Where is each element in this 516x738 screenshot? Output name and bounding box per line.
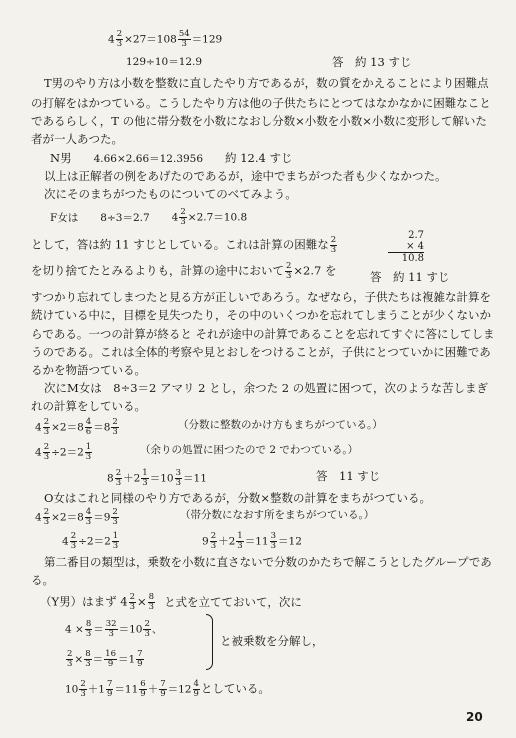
fraction: $\frac{2}{3}$ (43, 442, 50, 462)
paragraph-line: うのである。これは全体的考察や見とおしをつけることが，子供にとつていかに困難であ (31, 345, 491, 359)
equation-line: 4 $\frac{2}{3}$ ×2＝8 $\frac{4}{6}$ ＝8 $\frac{2}{3}$ (35, 417, 118, 437)
example-line: F女は 8÷3＝2.7 4 $\frac{2}{3}$ ×2.7＝10.8 (50, 207, 248, 227)
equation-line: 10 $\frac{2}{3}$ ＋1 $\frac{7}{9}$ ＝11 $\frac{6}{9}$ ＋ $\frac{7}{9}$ ＝12 $\frac{4}{9}$ としている。 (65, 679, 270, 699)
fraction: $\frac{1}{3}$ (142, 468, 148, 488)
fraction: $\frac{4}{6}$ (85, 417, 92, 437)
paragraph-line: る。 (31, 573, 54, 587)
fraction: $\frac{2}{3}$ (43, 417, 50, 437)
equation-line: 8 $\frac{2}{3}$ ＋2 $\frac{1}{3}$ ＝10 $\frac{3}{3}$ ＝11 (107, 468, 207, 488)
paragraph-line: すつかり忘れてしまつたと見る方が正しいであろう。なぜなら，子供たちは複雑な計算を (31, 290, 491, 304)
paragraph-line: 以上は正解者の例をあげたのであるが，途中でまちがつた者も少くなかつた。 (44, 169, 447, 183)
paragraph-line: の打解をはかつている。こうしたやり方は他の子供たちにとつてはなかなかに困難なこと (31, 96, 491, 110)
fraction: $\frac{2}{3}$ (330, 235, 337, 255)
fraction: $\frac{3}{3}$ (270, 531, 277, 551)
fraction: $\frac{2}{3}$ (129, 592, 135, 612)
fraction: $\frac{2}{3}$ (112, 417, 118, 437)
grouping-brace (206, 614, 213, 670)
paragraph-line: 続けている中に，目標を見失つたり，その中のいくつかを忘れてしまうことが少くないか (31, 308, 491, 322)
fraction: $\frac{3}{3}$ (175, 468, 182, 488)
answer-text: 答 11 すじ (316, 469, 381, 483)
equation-line: 129÷10＝12.9 (126, 56, 203, 68)
annotation: （帯分数になおす所をまちがつている。） (180, 509, 375, 521)
equation-line: 4 × $\frac{8}{3}$ ＝ $\frac{32}{3}$ ＝10 $\frac{2}{3}$ 、 (65, 619, 163, 639)
fraction: $\frac{4}{9}$ (193, 679, 199, 699)
fraction: $\frac{2}{3}$ (43, 507, 50, 527)
equation-line: $\frac{2}{3}$ × $\frac{8}{3}$ ＝ $\frac{16}{9}$ ＝1 $\frac{7}{9}$ (67, 649, 143, 669)
paragraph-line: 第二番目の類型は，乗数を小数に直さないで分数のかたちで解こうとしたグループであ (44, 555, 492, 569)
fraction: $\frac{2}{3}$ (80, 679, 86, 699)
fraction: $\frac{4}{3}$ (85, 507, 92, 527)
fraction: $\frac{2}{3}$ (180, 207, 186, 227)
paragraph-line: を切り捨てたとみるよりも，計算の途中において $\frac{2}{3}$ ×2.7 を (31, 261, 337, 281)
example-line: N男 4.66×2.66＝12.3956 約 12.4 すじ (50, 151, 293, 165)
fraction: $\frac{2}{3}$ (210, 531, 217, 551)
paragraph-line: れの計算をしている。 (31, 399, 146, 413)
equation-line: 4 $\frac{2}{3}$ ×2＝8 $\frac{4}{3}$ ＝9 $\frac{2}{3}$ (35, 507, 118, 527)
fraction: $\frac{2}{3}$ (144, 619, 150, 639)
paragraph-line: るかを物語つている。 (31, 363, 146, 377)
paragraph-line: 次にM女は 8÷3＝2 アマリ 2 とし，余つた 2 の処置に困つて，次のような苦しまぎ (44, 381, 489, 395)
equation-line: 4 $\frac{2}{3}$ ×27＝108 $\frac{54}{3}$ ＝129 (108, 29, 223, 49)
fraction: $\frac{8}{3}$ (85, 649, 91, 669)
fraction: $\frac{1}{3}$ (237, 531, 243, 551)
equation-line: 4 $\frac{2}{3}$ ÷2＝2 $\frac{1}{3}$ (62, 531, 119, 551)
paragraph-line: 次にそのまちがつたものについてのべてみよう。 (44, 187, 297, 201)
paragraph-line: らである。一つの計算が終ると それが途中の計算であることを忘れてすぐに答にしてしま (31, 327, 495, 341)
side-calculation: 2.7 × 4 10.8 (388, 230, 424, 264)
fraction: $\frac{54}{3}$ (178, 29, 190, 49)
fraction: $\frac{6}{9}$ (140, 679, 146, 699)
fraction: $\frac{1}{3}$ (85, 442, 92, 462)
annotation: （分数に整数のかけ方もまちがつている。） (178, 419, 383, 431)
fraction: $\frac{16}{9}$ (105, 649, 116, 669)
answer-text: 答 約 13 すじ (332, 55, 412, 69)
fraction: $\frac{8}{3}$ (85, 619, 92, 639)
equation-line: 4 $\frac{2}{3}$ ÷2＝2 $\frac{1}{3}$ (35, 442, 92, 462)
fraction: $\frac{7}{9}$ (160, 679, 166, 699)
fraction: $\frac{1}{3}$ (112, 531, 119, 551)
paragraph-line: O女はこれと同様のやり方であるが，分数×整数の計算をまちがつている。 (44, 491, 432, 505)
fraction: $\frac{2}{3}$ (286, 261, 292, 281)
fraction: $\frac{7}{9}$ (137, 649, 143, 669)
equation-line: 9 $\frac{2}{3}$ ＋2 $\frac{1}{3}$ ＝11 $\frac{3}{3}$ ＝12 (202, 531, 302, 551)
page-number: 20 (466, 710, 483, 724)
fraction: $\frac{2}{3}$ (70, 531, 77, 551)
paragraph-line: として，答は約 11 すじとしている。これは計算の困難な $\frac{2}{3}$ (31, 235, 337, 255)
paragraph-line: であるらしく，T の他に帯分数を小数になおし分数×小数を小数×小数に変形して解いた (31, 114, 487, 128)
fraction: $\frac{2}{3}$ (115, 468, 122, 488)
answer-text: 答 約 11 すじ (370, 270, 450, 284)
annotation: と被乗数を分解し， (220, 634, 324, 648)
fraction: $\frac{7}{9}$ (106, 679, 113, 699)
fraction: $\frac{8}{3}$ (148, 592, 155, 612)
fraction: $\frac{32}{3}$ (105, 619, 117, 639)
paragraph-line: （Y男）はまず 4 $\frac{2}{3}$ × $\frac{8}{3}$ と式を立てておいて，次に (40, 592, 302, 612)
paragraph-line: 者が一人あつた。 (31, 132, 123, 146)
annotation: （余りの処置に困つたので 2 でわつている。） (140, 444, 359, 456)
fraction: $\frac{2}{3}$ (116, 29, 123, 49)
fraction: $\frac{2}{3}$ (67, 649, 73, 669)
fraction: $\frac{2}{3}$ (112, 507, 118, 527)
paragraph-line: T男のやり方は小数を整数に直したやり方であるが，数の質をかえることにより困難点 (44, 76, 489, 90)
